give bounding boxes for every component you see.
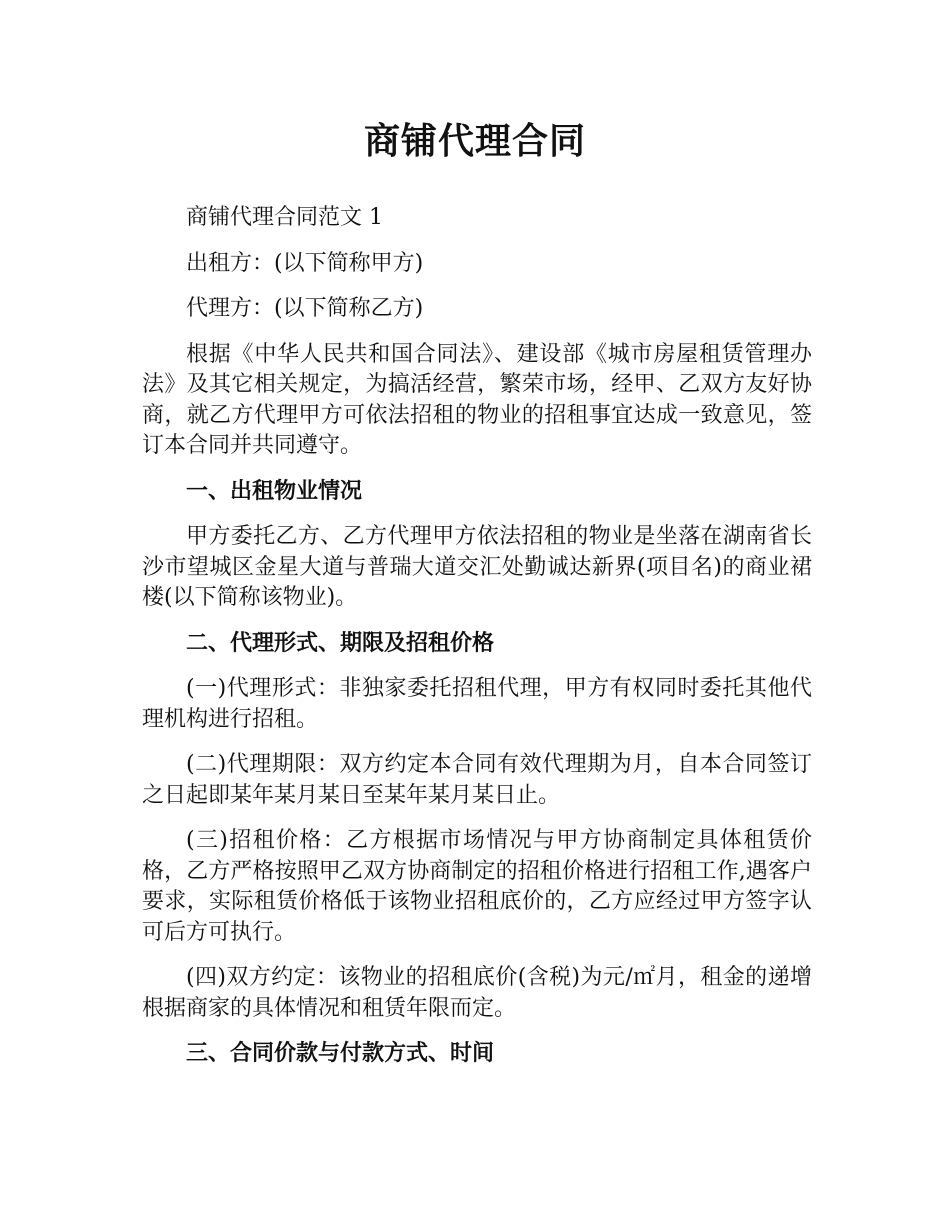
section-heading: 三、合同价款与付款方式、时间 xyxy=(186,1041,495,1066)
section-heading: 二、代理形式、期限及招租价格 xyxy=(186,630,495,656)
paragraph: 根据《中华人民共和国合同法》、建设部《城市房屋租赁管理办法》及其它相关规定，为搞活经营，繁荣市场，经甲、乙双方友好协商，就乙方代理甲方可依法招租的物业的招租事宜达成一致意见，签订本合同并共同遵守。 xyxy=(142,341,812,458)
section-heading: 一、出租物业情况 xyxy=(186,478,363,504)
paragraph: (三)招租价格：乙方根据市场情况与甲方协商制定具体租赁价格，乙方严格按照甲乙双方协商制定的招租价格进行招租工作,遇客户要求，实际租赁价格低于该物业招租底价的，乙方应经过甲方签字认可后方可执行。 xyxy=(142,828,812,945)
paragraph: 出租方：(以下简称甲方) xyxy=(186,250,424,276)
paragraph: 商铺代理合同范文 1 xyxy=(186,205,383,230)
document-title: 商铺代理合同 xyxy=(363,121,586,162)
paragraph: (四)双方约定：该物业的招租底价(含税)为元/㎡月，租金的递增根据商家的具体情况和租赁年限而定。 xyxy=(142,965,812,1021)
document-body xyxy=(142,203,812,1085)
paragraph: 甲方委托乙方、乙方代理甲方依法招租的物业是坐落在湖南省长沙市望城区金星大道与普瑞大道交汇处勤诚达新界(项目名)的商业裙楼(以下简称该物业)。 xyxy=(142,524,812,610)
paragraph: (二)代理期限：双方约定本合同有效代理期为月，自本合同签订之日起即某年某月某日至某年某月某日止。 xyxy=(142,752,812,808)
paragraph: (一)代理形式：非独家委托招租代理，甲方有权同时委托其他代理机构进行招租。 xyxy=(142,676,812,732)
paragraph: 代理方：(以下简称乙方) xyxy=(186,296,424,321)
